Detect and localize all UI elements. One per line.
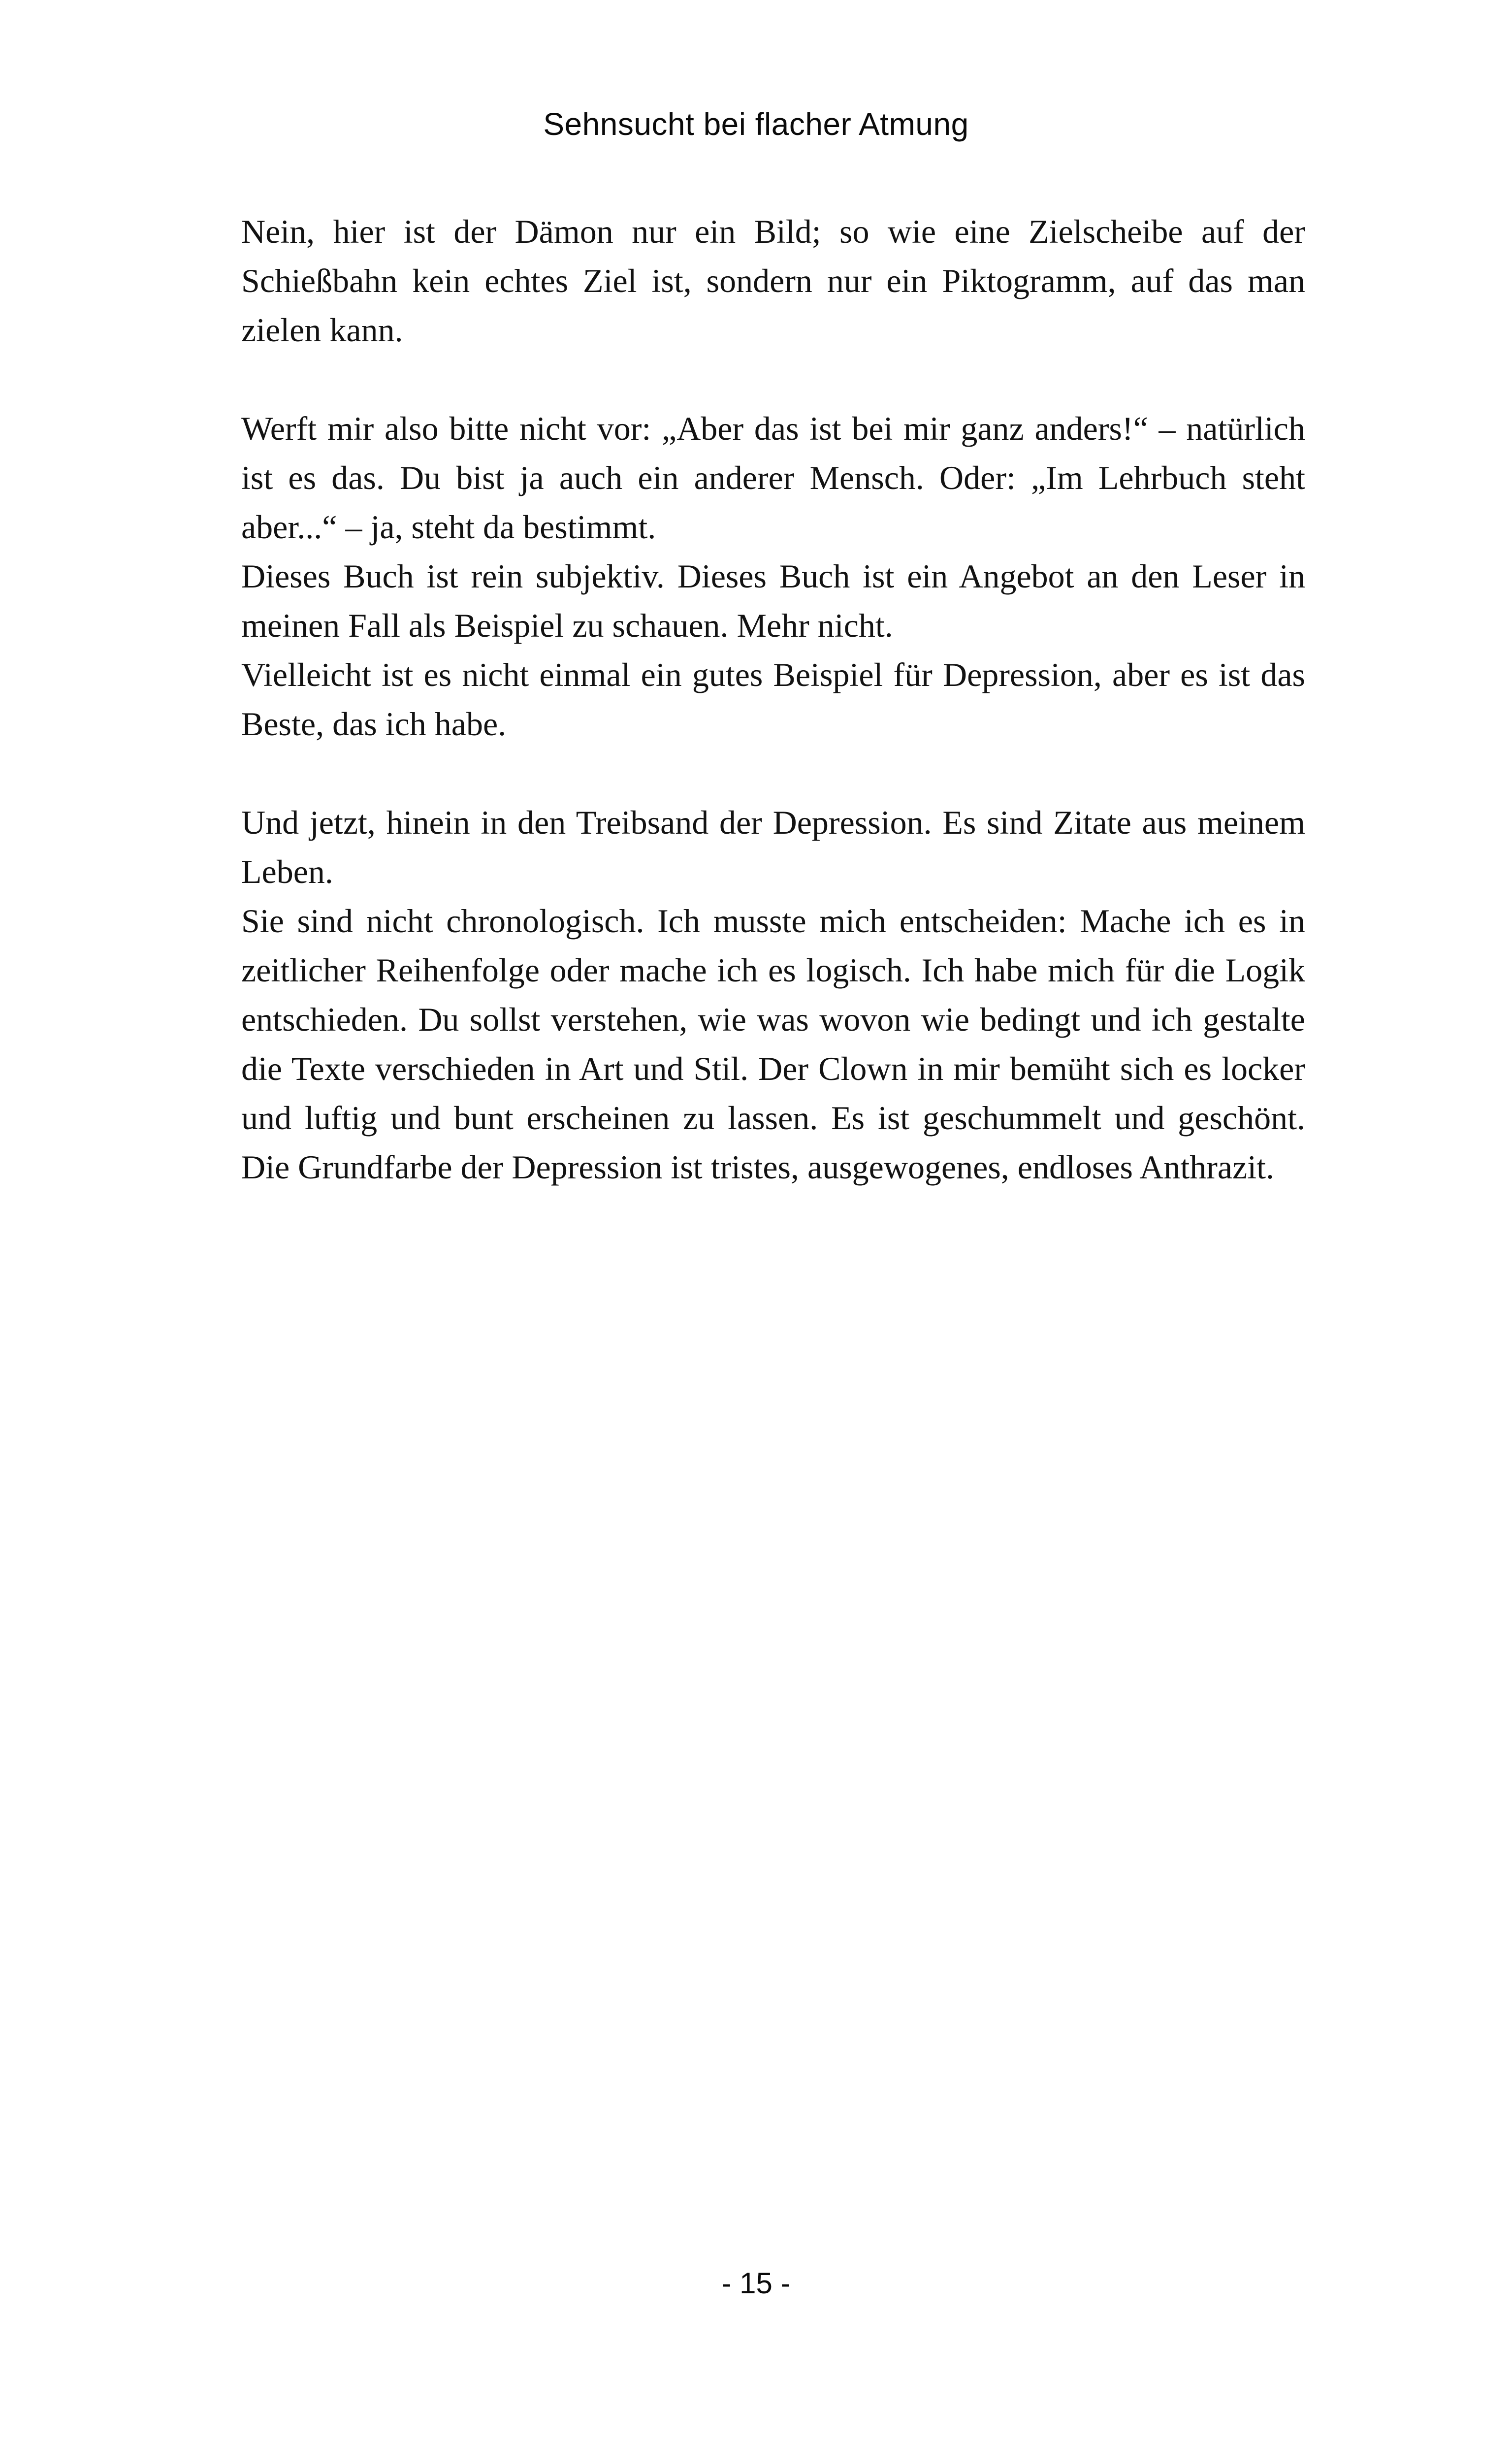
paragraph: Werft mir also bitte nicht vor: „Aber das ist bei mir ganz anders!“ – natürlich ist es das. Du bist ja auch ein anderer Mensch. Oder: „Im Lehrbuch steht aber...“ – ja, steht da bestimmt. [241,410,1305,546]
paragraph: Nein, hier ist der Dämon nur ein Bild; so wie eine Zielscheibe auf der Schießbahn kein echtes Ziel ist, sondern nur ein Piktogramm, auf das man zielen kann. [241,213,1305,349]
paragraph: Sie sind nicht chronologisch. Ich musste mich entscheiden: Mache ich es in zeitlicher Reihenfolge oder mache ich es logisch. Ich habe mich für die Logik entschieden. Du sollst verstehen, wie was wovon wie bedingt und ich gestalte die Texte verschieden in Art und Stil. Der Clown in mir bemüht sich es locker und luftig und bunt erscheinen zu lassen. Es ist geschummelt und geschönt. Die Grundfarbe der Depression ist tristes, ausgewogenes, endloses Anthrazit. [241,902,1305,1186]
text-block [241,404,1305,749]
page-number: - 15 - [721,2267,791,2300]
paragraph: Und jetzt, hinein in den Treibsand der Depression. Es sind Zitate aus meinem Leben. [241,804,1305,890]
paragraph: Vielleicht ist es nicht einmal ein gutes Beispiel für Depression, aber es ist das Beste, das ich habe. [241,656,1305,743]
text-block [241,207,1305,355]
paragraph: Dieses Buch ist rein subjektiv. Dieses Buch ist ein Angebot an den Leser in meinen Fall als Beispiel zu schauen. Mehr nicht. [241,557,1305,644]
running-header: Sehnsucht bei flacher Atmung [543,106,969,142]
text-block [241,798,1305,1192]
page-body-text [241,207,1305,1241]
